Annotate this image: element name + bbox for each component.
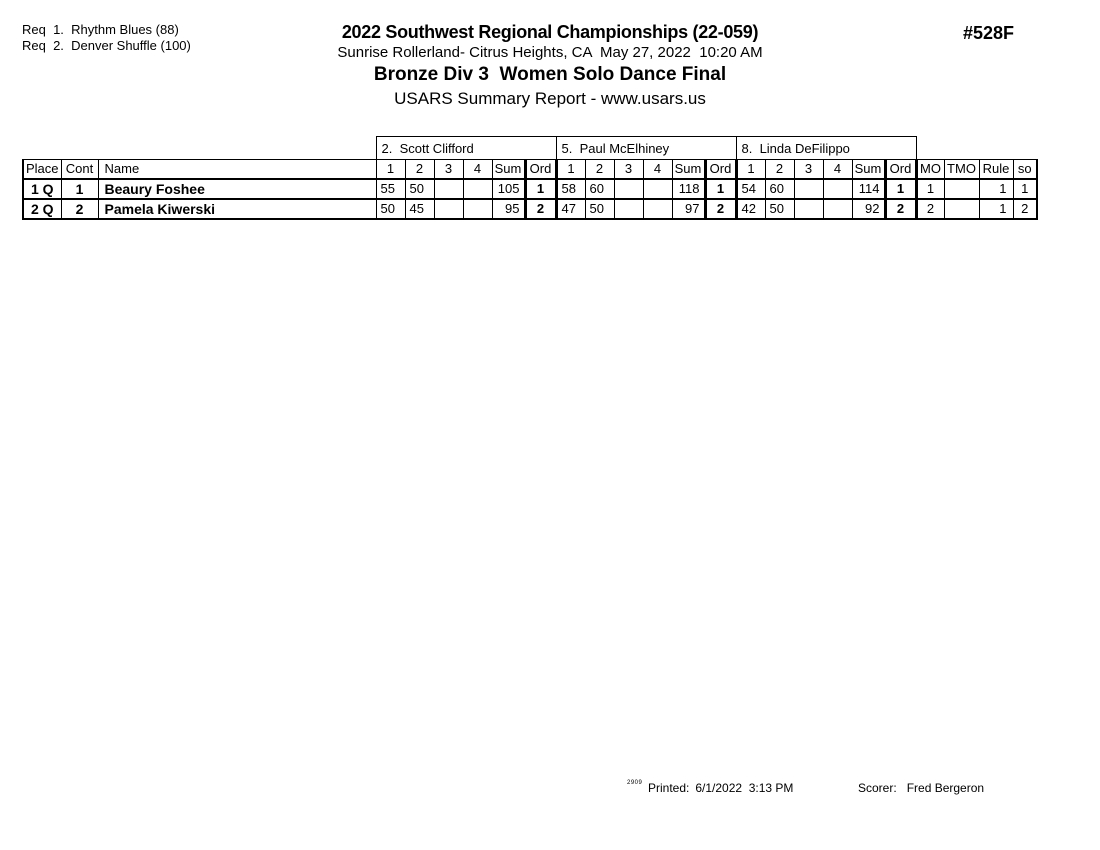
row2-j1-ord: 2 <box>525 199 556 219</box>
row2-tmo <box>944 199 979 219</box>
row1-rule: 1 <box>979 179 1013 199</box>
division-title: Bronze Div 3 Women Solo Dance Final <box>373 64 727 85</box>
row1-tmo <box>944 179 979 199</box>
col-header-rule: Rule <box>979 160 1013 179</box>
column-header-row <box>23 160 1037 179</box>
row2-skater-name: Pamela Kiwerski <box>98 199 376 219</box>
row1-j2-s4 <box>643 179 672 199</box>
row1-j2-s2: 60 <box>585 179 614 199</box>
row2-j2-s3 <box>614 199 643 219</box>
col-header-j2-ord: Ord <box>705 160 736 179</box>
row2-j3-s1: 42 <box>736 199 765 219</box>
row2-place: 2 Q <box>23 199 61 219</box>
judge-1-name: 2. Scott Clifford <box>376 137 556 160</box>
event-venue-date: Sunrise Rollerland- Citrus Heights, CA May 27, 2022 10:20 AM <box>337 44 763 61</box>
table-row <box>23 199 1037 219</box>
col-header-j2-2: 2 <box>585 160 614 179</box>
results-table-wrapper <box>22 136 1038 220</box>
row1-so: 1 <box>1013 179 1037 199</box>
req-line-1: Req 1. Rhythm Blues (88) <box>22 22 179 37</box>
row1-j3-sum: 114 <box>852 179 885 199</box>
col-header-j1-1: 1 <box>376 160 405 179</box>
row1-j3-s1: 54 <box>736 179 765 199</box>
col-header-j2-3: 3 <box>614 160 643 179</box>
scorer-value: Fred Bergeron <box>906 781 985 795</box>
col-header-name: Name <box>98 160 376 179</box>
col-header-j3-ord: Ord <box>885 160 916 179</box>
col-header-j1-ord: Ord <box>525 160 556 179</box>
row2-rule: 1 <box>979 199 1013 219</box>
printed-value: 6/1/2022 3:13 PM <box>695 781 794 795</box>
col-header-j1-4: 4 <box>463 160 492 179</box>
row1-j2-ord: 1 <box>705 179 736 199</box>
row2-j3-sum: 92 <box>852 199 885 219</box>
judge-2-name: 5. Paul McElhiney <box>556 137 736 160</box>
row1-j2-s3 <box>614 179 643 199</box>
row1-j3-s2: 60 <box>765 179 794 199</box>
col-header-j2-4: 4 <box>643 160 672 179</box>
col-header-j3-4: 4 <box>823 160 852 179</box>
col-header-place: Place <box>23 160 61 179</box>
row1-j3-s3 <box>794 179 823 199</box>
col-header-j1-sum: Sum <box>492 160 525 179</box>
row2-cont: 2 <box>61 199 98 219</box>
row2-j1-s4 <box>463 199 492 219</box>
judge-row-spacer-right <box>916 137 1037 160</box>
col-header-so: so <box>1013 160 1037 179</box>
row2-j1-s3 <box>434 199 463 219</box>
footer-version-mark: 2909 <box>627 780 643 786</box>
row2-j3-ord: 2 <box>885 199 916 219</box>
row2-so: 2 <box>1013 199 1037 219</box>
row2-j3-s4 <box>823 199 852 219</box>
row1-j1-sum: 105 <box>492 179 525 199</box>
col-header-cont: Cont <box>61 160 98 179</box>
footer-scorer <box>858 781 984 795</box>
row2-j3-s3 <box>794 199 823 219</box>
judge-row-spacer-left <box>23 137 376 160</box>
col-header-j3-2: 2 <box>765 160 794 179</box>
row1-j3-ord: 1 <box>885 179 916 199</box>
event-title: 2022 Southwest Regional Championships (22-059) <box>341 22 759 42</box>
row2-j2-s1: 47 <box>556 199 585 219</box>
col-header-j3-1: 1 <box>736 160 765 179</box>
row2-j1-s2: 45 <box>405 199 434 219</box>
row1-j1-s2: 50 <box>405 179 434 199</box>
row2-j1-s1: 50 <box>376 199 405 219</box>
row2-mo: 2 <box>916 199 944 219</box>
table-row <box>23 179 1037 199</box>
row1-j1-s3 <box>434 179 463 199</box>
col-header-j3-sum: Sum <box>852 160 885 179</box>
row2-j2-sum: 97 <box>672 199 705 219</box>
report-type: USARS Summary Report - www.usars.us <box>394 89 706 108</box>
req-line-2: Req 2. Denver Shuffle (100) <box>22 38 191 53</box>
judge-name-row <box>23 137 1037 160</box>
row1-j1-s4 <box>463 179 492 199</box>
row2-j1-sum: 95 <box>492 199 525 219</box>
row2-j3-s2: 50 <box>765 199 794 219</box>
col-header-mo: MO <box>916 160 944 179</box>
col-header-tmo: TMO <box>944 160 979 179</box>
row1-j1-ord: 1 <box>525 179 556 199</box>
scorer-label: Scorer: <box>858 781 897 795</box>
printed-label: Printed: <box>648 781 690 795</box>
col-header-j1-2: 2 <box>405 160 434 179</box>
event-code: #528F <box>963 23 1015 43</box>
results-table <box>22 136 1038 220</box>
row2-j2-s2: 50 <box>585 199 614 219</box>
row2-j2-s4 <box>643 199 672 219</box>
row1-skater-name: Beaury Foshee <box>98 179 376 199</box>
row2-j2-ord: 2 <box>705 199 736 219</box>
col-header-j2-1: 1 <box>556 160 585 179</box>
col-header-j1-3: 3 <box>434 160 463 179</box>
row1-j2-s1: 58 <box>556 179 585 199</box>
row1-j2-sum: 118 <box>672 179 705 199</box>
col-header-j2-sum: Sum <box>672 160 705 179</box>
footer-printed <box>648 781 793 795</box>
row1-cont: 1 <box>61 179 98 199</box>
row1-j1-s1: 55 <box>376 179 405 199</box>
row1-j3-s4 <box>823 179 852 199</box>
row1-place: 1 Q <box>23 179 61 199</box>
judge-3-name: 8. Linda DeFilippo <box>736 137 916 160</box>
col-header-j3-3: 3 <box>794 160 823 179</box>
row1-mo: 1 <box>916 179 944 199</box>
